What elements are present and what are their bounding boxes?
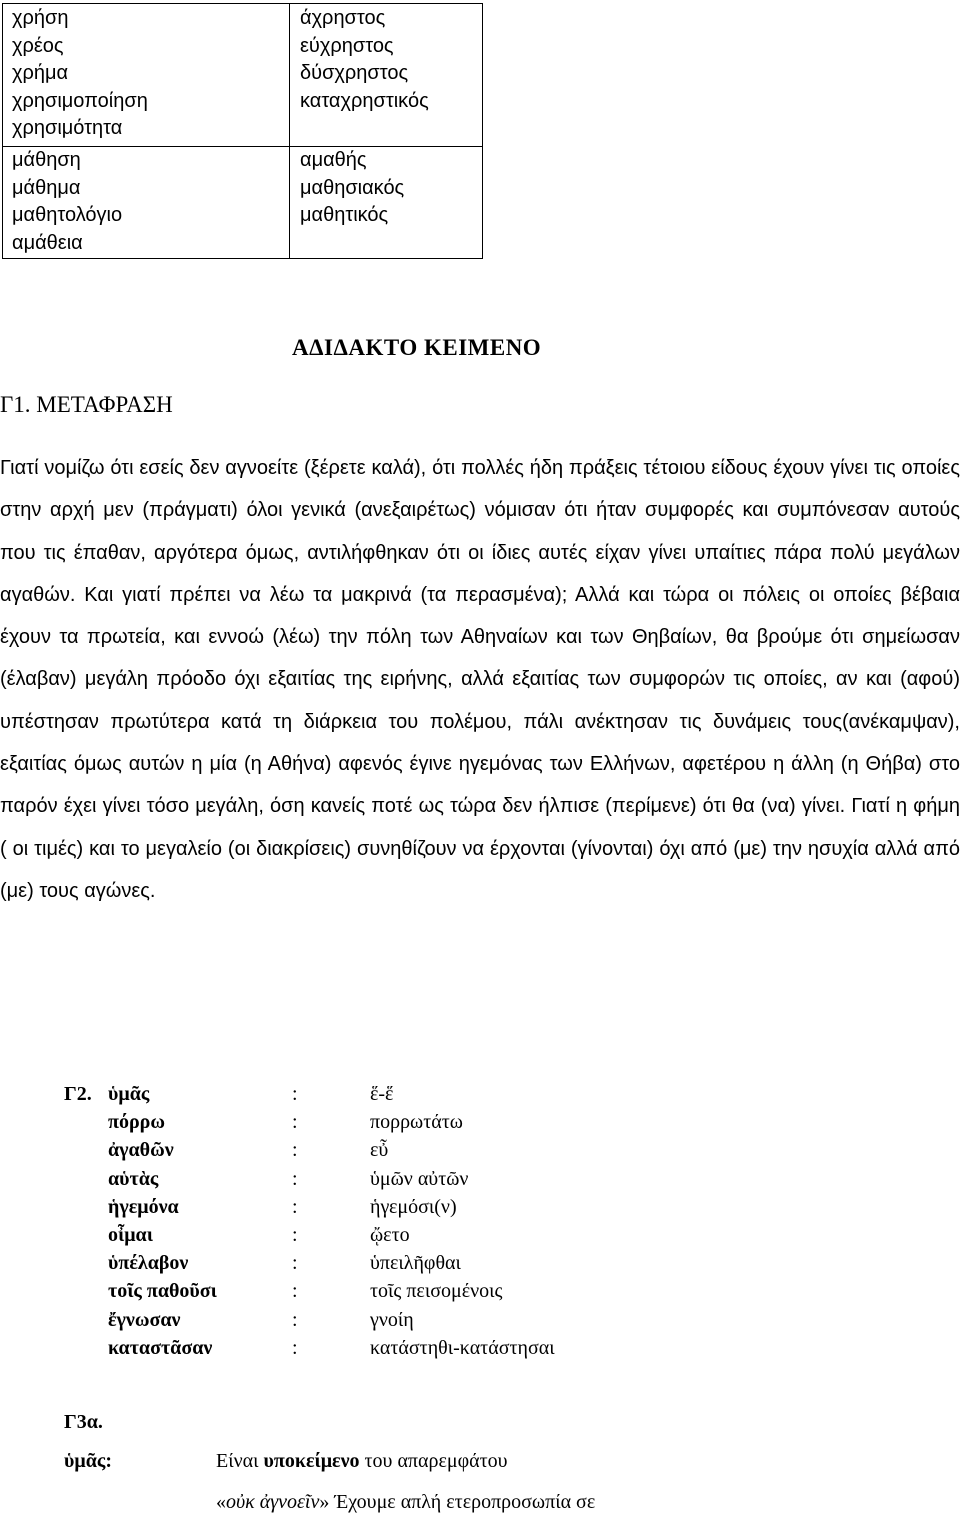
translation-paragraph: Γιατί νομίζω ότι εσείς δεν αγνοείτε (ξέρετε καλά), ότι πολλές ήδη πράξεις τέτοιου είδους έχουν γίνει τις οποίες στην αρχή μεν (πράγματι) όλοι γενικά (ανεξαιρέτως) νόμισαν ότι ήταν συμφορές και συμπόνεσαν αυτούς που τις έπαθαν, αργότερα όμως, αντιλήφθηκαν ότι οι ίδιες αυτές είχαν γίνει υπαίτιες πάρα πολύ μεγάλων αγαθών. Και γιατί πρέπει να λέω τα μακρινά (τα περασμένα); Αλλά και τώρα οι πόλεις οι οποίες βέβαια έχουν τα πρωτεία, και εννοώ (λέω) την πόλη των Αθηναίων και των Θηβαίων, θα βρούμε ότι σημείωσαν (έλαβαν) μεγάλη πρόοδο όχι εξαιτίας της ειρήνης, αλλά εξαιτίας των συμφορών τις οποίες, αν και (αφού) υπέστησαν πρωτύτερα κατά τη διάρκεια του πολέμου, πάλι ανέκτησαν τις δυνάμεις τους(ανέκαμψαν), εξαιτίας όμως αυτών η μία (η Αθήνα) αφενός έγινε ηγεμόνας των Ελλήνων, αφετέρου η άλλη (η Θήβα) στο παρόν έχει γίνει τόσο μεγάλη, όση κανείς ποτέ ως τώρα δεν ήλπισε (περίμενε) ότι θα (να) γίνει. Γιατί η φήμη ( οι τιμές) και το μεγαλείο (οι διακρίσεις) συνηθίζουν να έρχονται (γίνονται) όχι από (με) την ησυχία αλλά από (με) τους αγώνες. — [0, 457, 960, 902]
g3-line-1 — [216, 1450, 508, 1473]
word-item: εύχρηστος — [300, 34, 394, 57]
word-item: χρέος — [12, 34, 64, 57]
word-item: μαθησιακός — [300, 176, 405, 199]
word-item: δύσχρηστος — [300, 62, 409, 84]
g2-form: ὑμῶν αὐτῶν — [370, 1167, 469, 1190]
g2-word: ἀγαθῶν — [108, 1139, 174, 1162]
word-item: μάθημα — [12, 176, 81, 199]
g2-colon: : — [292, 1111, 298, 1134]
section-g3-label: Γ3α. — [64, 1411, 103, 1433]
word-item: αμαθής — [300, 149, 367, 171]
table-column-divider — [289, 4, 290, 258]
g2-form: πορρωτάτω — [370, 1111, 463, 1134]
g2-colon: : — [292, 1139, 298, 1162]
g3-line2-post: Έχουμε απλή ετεροπροσωπία σε — [329, 1491, 596, 1513]
word-item: χρησιμοποίηση — [12, 89, 148, 112]
g2-colon: : — [292, 1224, 298, 1246]
g3-line1-bold: υποκείμενο — [263, 1450, 360, 1472]
g3-term: ὑμᾶς: — [64, 1450, 112, 1472]
g2-colon: : — [292, 1336, 298, 1359]
cell-bottom-left — [12, 147, 122, 257]
g2-colon: : — [292, 1252, 298, 1275]
g2-form: κατάστηθι-κατάστησαι — [370, 1336, 555, 1359]
g2-word: καταστᾶσαν — [108, 1336, 213, 1359]
g2-form: τοῖς πεισομένοις — [370, 1280, 503, 1303]
g3-quote-open: « — [216, 1491, 226, 1513]
word-item: χρησιμότητα — [12, 117, 123, 139]
word-item: χρήμα — [12, 62, 69, 84]
g3-quote-close: » — [319, 1491, 330, 1513]
word-item: άχρηστος — [300, 7, 386, 29]
g3-line1-pre: Είναι — [216, 1450, 264, 1472]
g2-word: ἔγνωσαν — [108, 1308, 181, 1331]
g2-form: ὑπειλῆφθαι — [370, 1252, 461, 1275]
cell-top-right — [300, 5, 429, 115]
g2-colon: : — [292, 1083, 298, 1105]
word-item: χρήση — [12, 7, 69, 29]
g2-colon: : — [292, 1280, 298, 1303]
g3-line2-italic: οὐκ ἀγνοεῖν — [226, 1491, 320, 1513]
g2-form: ἕ-ἕ — [370, 1083, 394, 1105]
g2-word: ὑπέλαβον — [108, 1252, 189, 1275]
g2-word: ὑμᾶς — [108, 1083, 150, 1105]
g2-form: εὖ — [370, 1139, 389, 1162]
g2-colon: : — [292, 1195, 298, 1218]
g2-form: ᾤετο — [370, 1224, 410, 1246]
cell-top-left — [12, 5, 148, 143]
word-item: καταχρηστικός — [300, 89, 429, 112]
g2-word: πόρρω — [108, 1111, 165, 1134]
g2-word: αὑτὰς — [108, 1167, 159, 1190]
page-heading: ΑΔΙΔΑΚΤΟ ΚΕΙΜΕΝΟ — [292, 335, 542, 360]
word-item: μάθηση — [12, 149, 81, 171]
g2-form: ἡγεμόσι(ν) — [370, 1195, 457, 1218]
word-item: μαθητικός — [300, 204, 389, 226]
g3-line1-post: του απαρεμφάτου — [359, 1450, 508, 1472]
section-g1-title: Γ1. ΜΕΤΑΦΡΑΣΗ — [0, 392, 173, 417]
g2-word: οἶμαι — [108, 1224, 153, 1246]
word-family-table — [2, 3, 483, 259]
g3-line-2 — [216, 1491, 595, 1514]
g2-colon: : — [292, 1308, 298, 1331]
g2-form: γνοίη — [370, 1308, 414, 1331]
g2-word: ἡγεμόνα — [108, 1195, 179, 1218]
word-item: αμάθεια — [12, 231, 83, 254]
g2-word: τοῖς παθοῦσι — [108, 1280, 217, 1303]
word-item: μαθητολόγιο — [12, 204, 123, 226]
g2-colon: : — [292, 1167, 298, 1190]
section-g2-label: Γ2. — [64, 1083, 92, 1105]
cell-bottom-right — [300, 147, 404, 230]
